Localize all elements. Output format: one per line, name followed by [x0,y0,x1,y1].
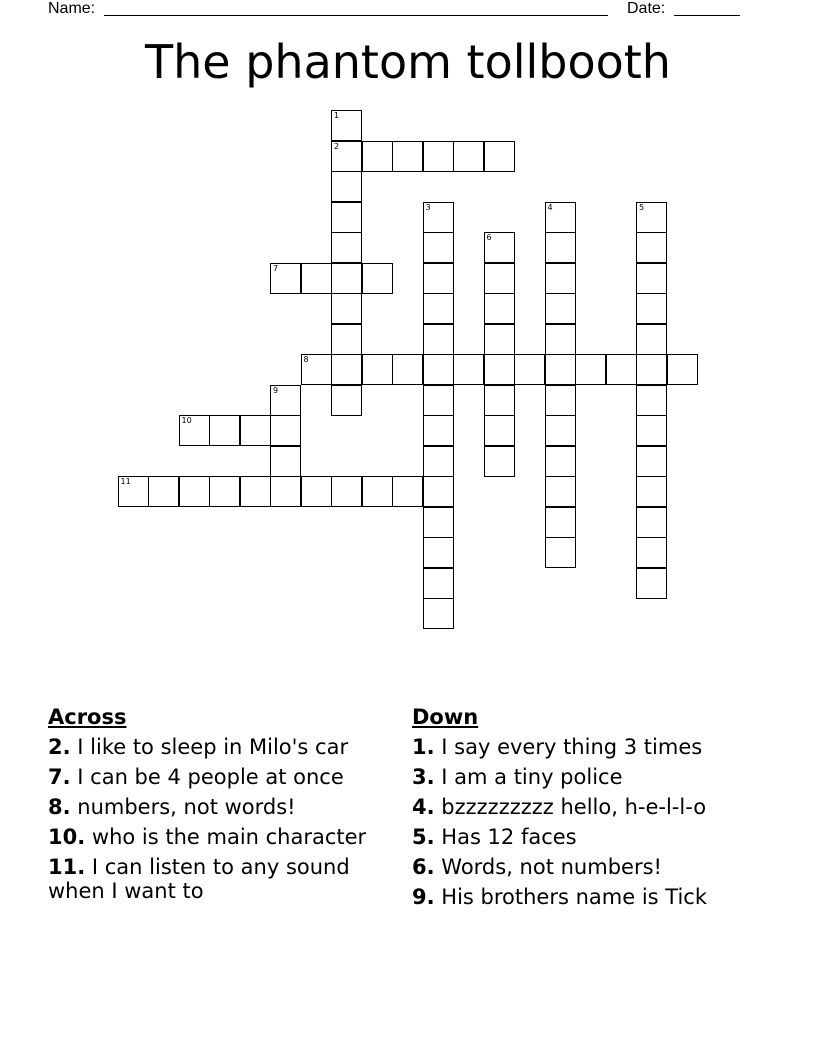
down-clue [412,852,772,882]
grid-cell[interactable] [423,263,454,294]
grid-cell[interactable] [301,263,332,294]
clue-number: 6. [412,855,435,879]
cell-number: 10 [181,416,192,425]
grid-cell[interactable] [636,324,667,355]
grid-cell[interactable] [606,354,637,385]
down-clue [412,762,772,792]
grid-cell[interactable] [331,385,362,416]
grid-cell[interactable] [545,385,576,416]
cell-number: 8 [303,355,309,364]
down-heading: Down [412,705,479,729]
grid-cell[interactable] [423,202,454,233]
grid-cell[interactable] [392,141,423,172]
grid-cell[interactable] [240,476,271,507]
across-clue [48,792,400,822]
cell-number: 9 [273,385,279,395]
grid-cell[interactable] [453,141,484,172]
clue-text: bzzzzzzzzz hello, h-e-l-l-o [441,795,707,819]
grid-cell[interactable] [148,476,179,507]
grid-cell[interactable] [636,446,667,477]
grid-cell[interactable] [423,415,454,446]
clue-number: 10. [48,825,86,849]
grid-cell[interactable] [362,354,393,385]
clue-number: 7. [48,765,71,789]
across-clue [48,855,400,903]
grid-cell[interactable] [545,293,576,324]
grid-cell[interactable] [362,476,393,507]
clue-number: 3. [412,765,435,789]
grid-cell[interactable] [423,141,454,172]
grid-cell[interactable] [545,537,576,568]
grid-cell[interactable] [545,324,576,355]
grid-cell[interactable] [331,263,362,294]
grid-cell[interactable] [331,354,362,385]
across-heading: Across [48,705,127,729]
grid-cell[interactable] [362,141,393,172]
grid-cell[interactable] [331,141,362,172]
grid-cell[interactable] [270,263,301,294]
grid-cell[interactable] [331,110,362,141]
grid-cell[interactable] [423,354,454,385]
clue-text: who is the main character [91,825,367,849]
grid-cell[interactable] [209,415,240,446]
clue-text: I say every thing 3 times [441,735,703,759]
grid-cell[interactable] [331,293,362,324]
grid-cell[interactable] [636,202,667,233]
grid-cell[interactable] [636,232,667,263]
grid-cell[interactable] [423,568,454,599]
grid-cell[interactable] [423,507,454,538]
grid-cell[interactable] [575,354,606,385]
grid-cell[interactable] [636,537,667,568]
clue-text: I am a tiny police [441,765,623,789]
clue-number: 5. [412,825,435,849]
grid-cell[interactable] [636,568,667,599]
grid-cell[interactable] [118,476,149,507]
down-clues [412,702,772,912]
grid-cell[interactable] [484,141,515,172]
grid-cell[interactable] [423,537,454,568]
grid-cell[interactable] [636,263,667,294]
grid-cell[interactable] [545,354,576,385]
grid-cell[interactable] [484,324,515,355]
cell-number: 11 [120,477,131,486]
grid-cell[interactable] [453,354,484,385]
grid-cell[interactable] [636,354,667,385]
clue-number: 2. [48,735,71,759]
grid-cell[interactable] [545,476,576,507]
cell-number: 7 [273,263,279,273]
grid-cell[interactable] [514,354,545,385]
grid-cell[interactable] [331,171,362,202]
clue-text: numbers, not words! [77,795,296,819]
clue-text: Has 12 faces [441,825,577,849]
cell-number: 6 [486,233,492,242]
grid-cell[interactable] [331,476,362,507]
grid-cell[interactable] [423,476,454,507]
grid-cell[interactable] [179,415,210,446]
clue-number: 4. [412,795,435,819]
grid-cell[interactable] [545,263,576,294]
grid-cell[interactable] [545,202,576,233]
grid-cell[interactable] [423,385,454,416]
grid-cell[interactable] [484,415,515,446]
grid-cell[interactable] [423,446,454,477]
grid-cell[interactable] [636,293,667,324]
clue-number: 11. [48,855,86,879]
grid-cell[interactable] [484,293,515,324]
down-clue [412,882,772,912]
grid-cell[interactable] [423,598,454,629]
grid-cell[interactable] [331,232,362,263]
clue-number: 1. [412,735,435,759]
grid-cell[interactable] [331,202,362,233]
grid-cell[interactable] [270,476,301,507]
across-clue [48,822,400,852]
grid-cell[interactable] [484,263,515,294]
cell-number: 1 [334,111,340,120]
page-title: The phantom tollbooth [145,35,671,89]
grid-cell[interactable] [484,385,515,416]
date-label: Date: [627,0,666,17]
grid-cell[interactable] [636,507,667,538]
down-clue [412,822,772,852]
grid-cell[interactable] [270,385,301,416]
grid-cell[interactable] [636,385,667,416]
across-clue [48,732,400,762]
clue-text: Words, not numbers! [441,855,662,879]
grid-cell[interactable] [270,415,301,446]
grid-cell[interactable] [362,263,393,294]
grid-cell[interactable] [392,354,423,385]
grid-cell[interactable] [484,354,515,385]
clue-text: I like to sleep in Milo's car [77,735,349,759]
down-clue [412,732,772,762]
across-clue [48,762,400,792]
clue-text: His brothers name is Tick [441,885,707,909]
grid-cell[interactable] [209,476,240,507]
cell-number: 5 [639,202,645,212]
clue-number: 8. [48,795,71,819]
grid-cell[interactable] [545,446,576,477]
grid-cell[interactable] [301,354,332,385]
cell-number: 4 [547,202,553,212]
grid-cell[interactable] [423,324,454,355]
grid-cell[interactable] [545,415,576,446]
clue-text: I can listen to any sound when I want to [48,855,350,903]
grid-cell[interactable] [545,232,576,263]
grid-cell[interactable] [270,446,301,477]
clue-number: 9. [412,885,435,909]
grid-cell[interactable] [484,232,515,263]
grid-cell[interactable] [179,476,210,507]
grid-cell[interactable] [636,415,667,446]
clue-text: I can be 4 people at once [77,765,344,789]
across-clues [48,702,400,903]
grid-cell[interactable] [636,476,667,507]
grid-cell[interactable] [423,232,454,263]
grid-cell[interactable] [667,354,698,385]
cell-number: 3 [425,202,431,212]
down-clue [412,792,772,822]
grid-cell[interactable] [545,507,576,538]
grid-cell[interactable] [423,293,454,324]
name-label: Name: [48,0,96,17]
grid-cell[interactable] [240,415,271,446]
grid-cell[interactable] [392,476,423,507]
grid-cell[interactable] [484,446,515,477]
cell-number: 2 [334,141,340,151]
grid-cell[interactable] [301,476,332,507]
grid-cell[interactable] [331,324,362,355]
